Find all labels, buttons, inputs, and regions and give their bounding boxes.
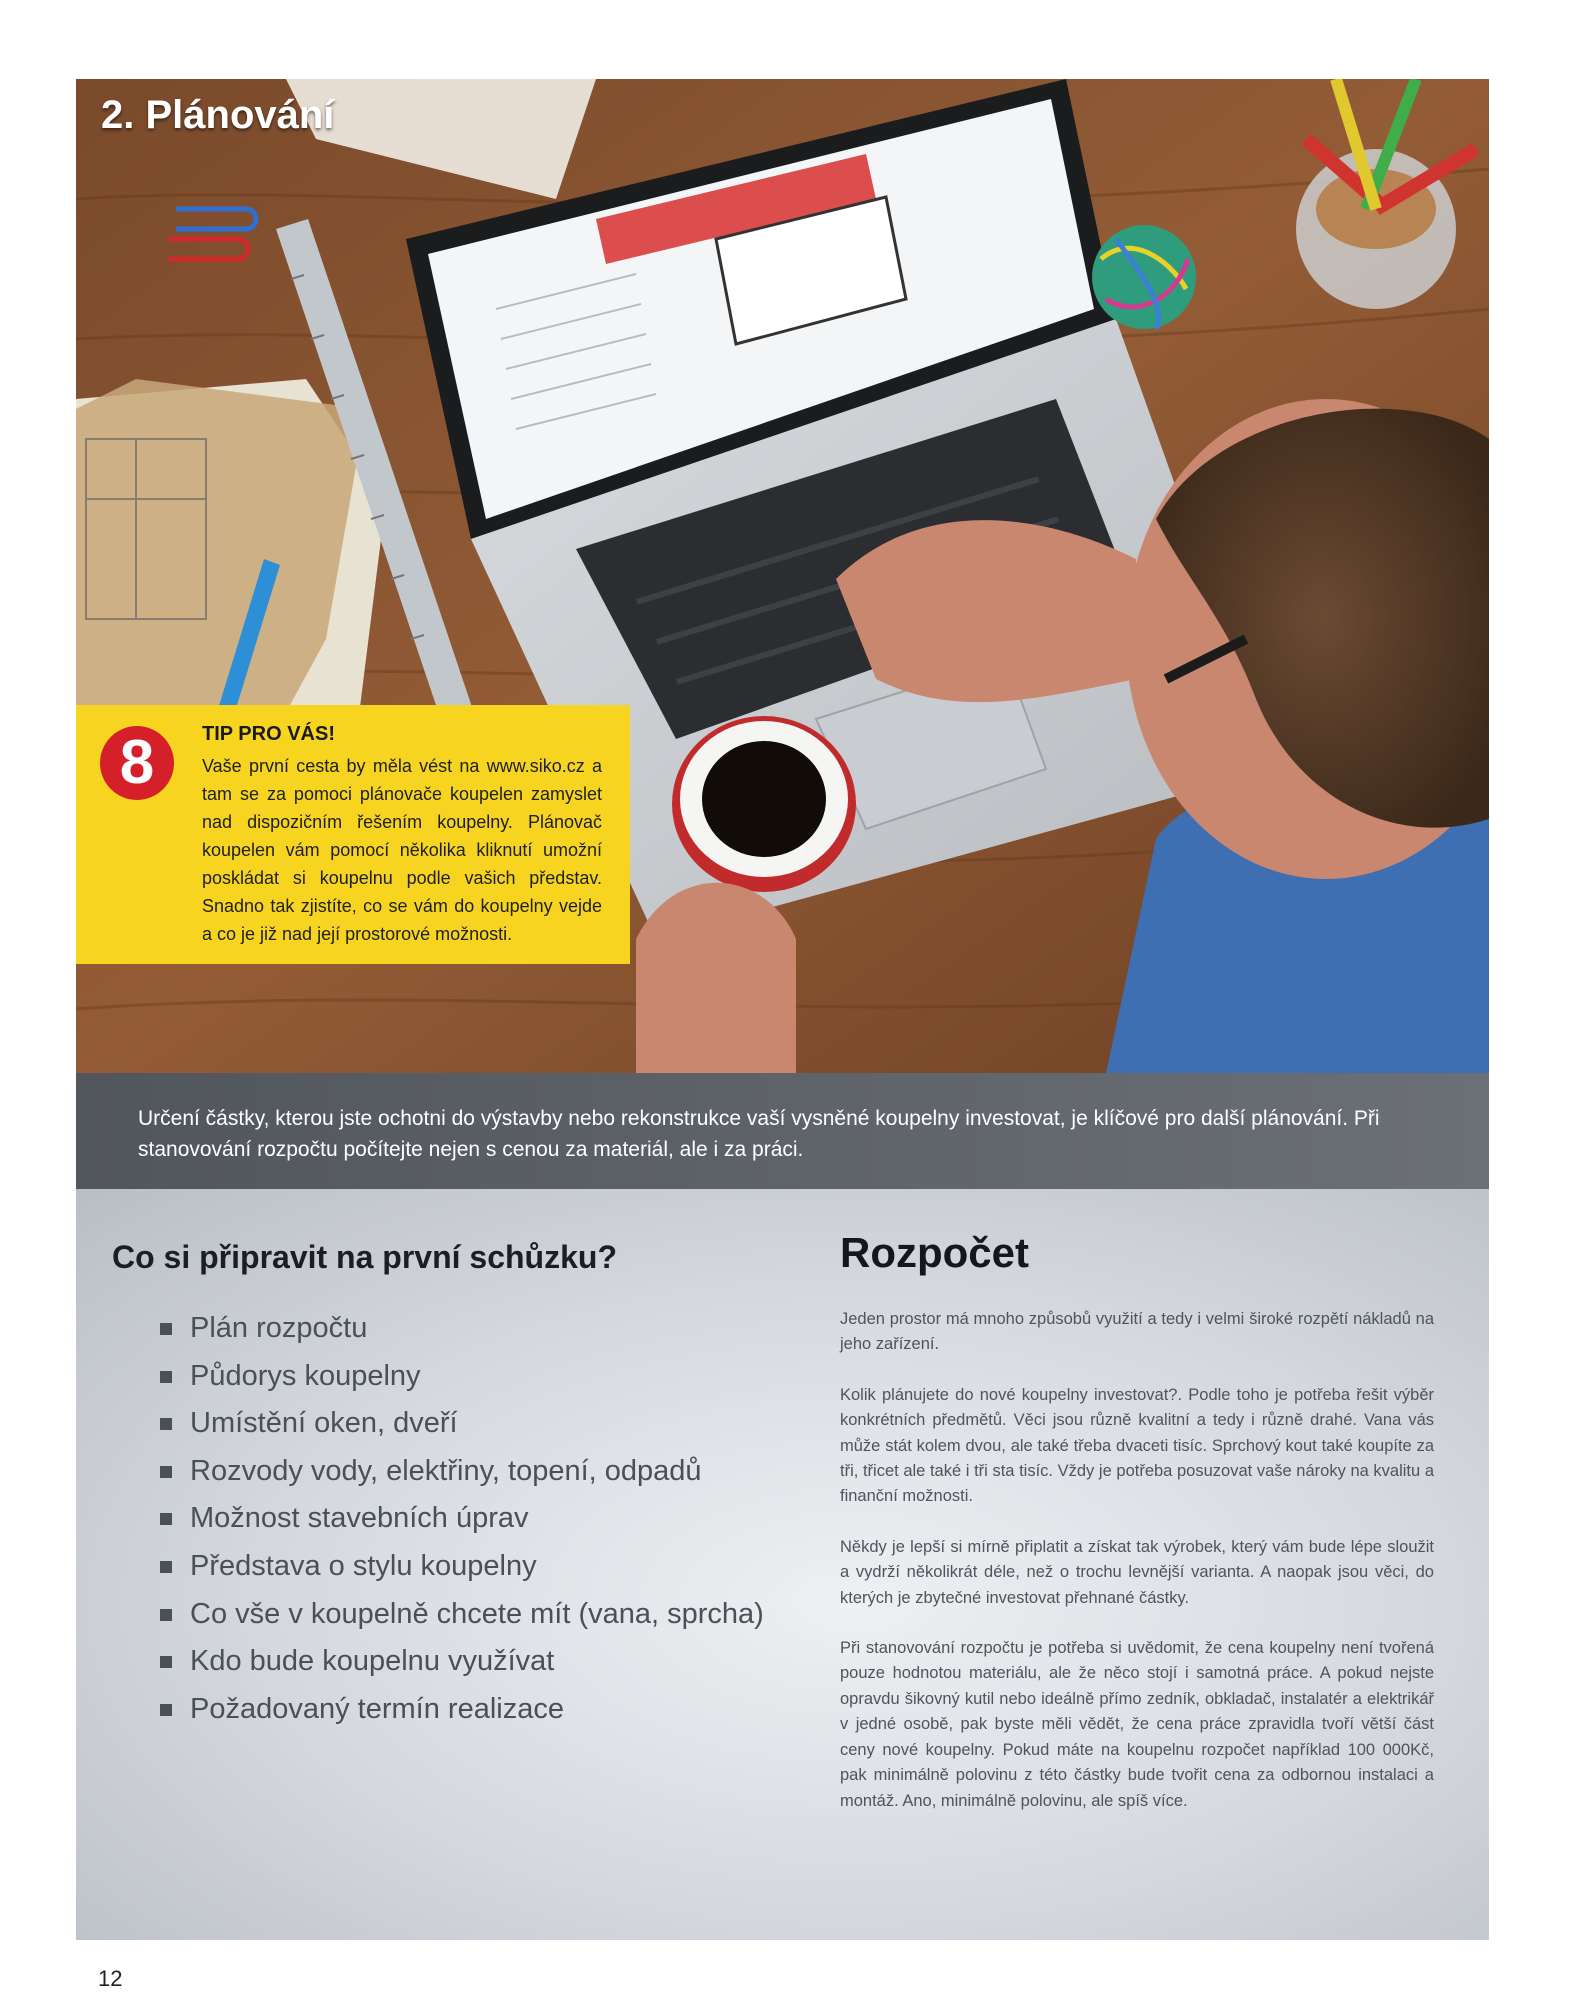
checklist-item: Požadovaný termín realizace xyxy=(160,1686,764,1734)
checklist xyxy=(160,1305,764,1733)
budget-text xyxy=(840,1307,1434,1839)
budget-paragraph: Někdy je lepší si mírně připlatit a získat tak výrobek, který vám bude lépe sloužit a vydrží několikrát déle, než o trochu levnější varianta. A naopak jsou věci, do kterých je zbytečné investovat přehnané částky. xyxy=(840,1537,1434,1607)
budget-heading: Rozpočet xyxy=(840,1229,1029,1276)
checklist-item: Rozvody vody, elektřiny, topení, odpadů xyxy=(160,1448,764,1496)
checklist-item: Kdo bude koupelnu využívat xyxy=(160,1638,764,1686)
page-number: 12 xyxy=(98,1966,123,1991)
tip-number-badge: 8 xyxy=(100,726,174,800)
checklist-item: Představa o stylu koupelny xyxy=(160,1543,764,1591)
content-panel xyxy=(76,1189,1489,1940)
checklist-item: Plán rozpočtu xyxy=(160,1305,764,1353)
checklist-item: Půdorys koupelny xyxy=(160,1353,764,1401)
checklist-item: Umístění oken, dveří xyxy=(160,1400,764,1448)
intro-band xyxy=(76,1073,1489,1189)
tip-box xyxy=(76,705,630,964)
intro-text: Určení částky, kterou jste ochotni do výstavby nebo rekonstrukce vaší vysněné koupelny investovat, je klíčové pro další plánování. Při stanovování rozpočtu počítejte nejen s cenou za materiál, ale i za práci. xyxy=(138,1107,1380,1161)
tip-text: Vaše první cesta by měla vést na www.siko.cz a tam se za pomoci plánovače koupelen zamyslet nad dispozičním řešením koupelny. Plánovač koupelen vám pomocí několika kliknutí umožní poskládat si koupelnu podle vašich představ. Snadno tak zjistíte, co se vám do koupelny vejde a co je již nad její prostorové možnosti. xyxy=(202,756,602,944)
budget-paragraph: Jeden prostor má mnoho způsobů využití a tedy i velmi široké rozpětí nákladů na jeho zařízení. xyxy=(840,1310,1434,1354)
section-title: 2. Plánování xyxy=(101,93,335,137)
budget-paragraph: Při stanovování rozpočtu je potřeba si uvědomit, že cena koupelny není tvořená pouze hodnotou materiálu, ale že něco stojí i samotná práce. A pokud nejste opravdu šikovný kutil nebo ideálně přímo zedník, obkladač, instalatér a elektrikář v jedné osobě, pak byste měli vědět, že cena práce zpravidla tvoří větší část ceny nové koupelny. Pokud máte na koupelnu rozpočet například 100 000Kč, pak minimálně polovinu z této částky bude tvořit cena za odbornou instalaci a montáž. Ano, minimálně polovinu, ale spíš více. xyxy=(840,1639,1434,1810)
checklist-item: Co vše v koupelně chcete mít (vana, sprcha) xyxy=(160,1591,764,1639)
budget-paragraph: Kolik plánujete do nové koupelny investovat?. Podle toho je potřeba řešit výběr konkrétních předmětů. Věci jsou různě kvalitní a tedy i různě drahé. Vana vás může stát kolem dvou, ale také třeba dvaceti tisíc. Sprchový kout také koupíte za tři, třicet ale také i tři sta tisíc. Vždy je potřeba posuzovat vaše nároky na kvalitu a finanční možnosti. xyxy=(840,1385,1434,1506)
checklist-item: Možnost stavebních úprav xyxy=(160,1495,764,1543)
checklist-heading: Co si připravit na první schůzku? xyxy=(112,1239,617,1275)
tip-title: TIP PRO VÁS! xyxy=(202,723,335,745)
